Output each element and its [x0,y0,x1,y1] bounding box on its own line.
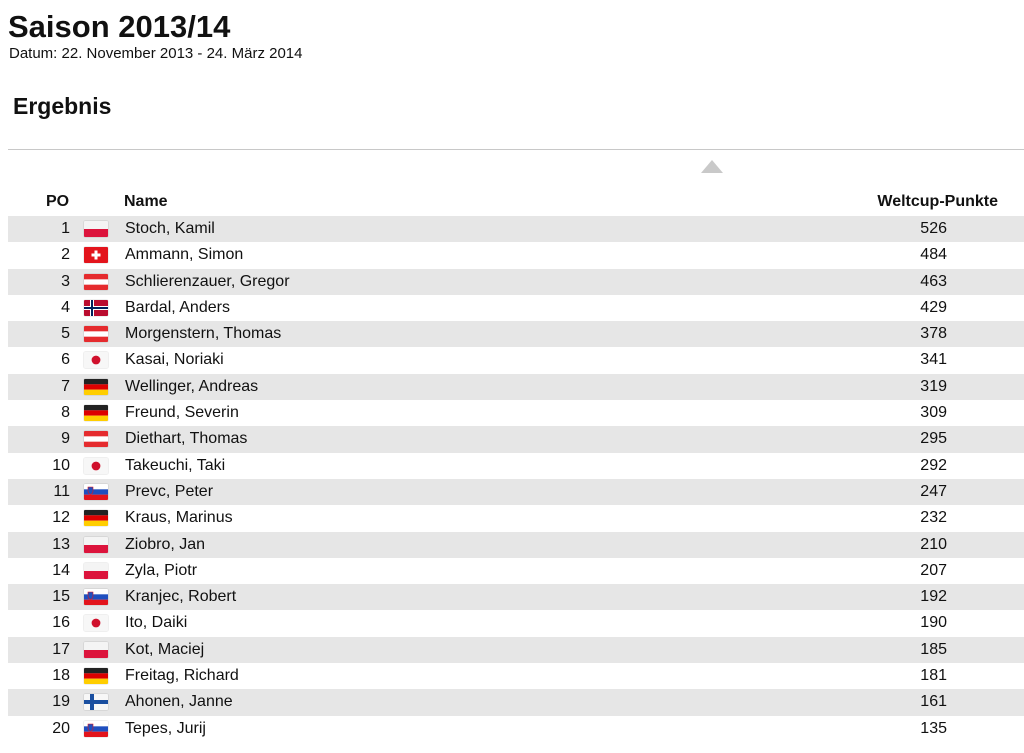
athlete-name[interactable]: Prevc, Peter [125,482,214,500]
points-cell: 319 [920,377,947,395]
rank-cell: 19 [52,693,70,711]
table-row[interactable] [8,453,1024,479]
table-row[interactable] [8,400,1024,426]
slovenia-flag-icon [84,589,108,605]
rank-cell: 20 [52,719,70,737]
japan-flag-icon [84,352,108,368]
athlete-name[interactable]: Takeuchi, Taki [125,456,226,474]
rank-cell: 18 [52,667,70,685]
points-cell: 192 [920,588,947,606]
points-cell: 484 [920,246,947,264]
athlete-name[interactable]: Freund, Severin [125,404,239,422]
points-cell: 429 [920,298,947,316]
athlete-name[interactable]: Kot, Maciej [125,640,205,658]
athlete-name[interactable]: Ammann, Simon [125,246,244,264]
table-row[interactable] [8,610,1024,636]
points-cell: 463 [920,272,947,290]
athlete-name[interactable]: Kraus, Marinus [125,509,233,527]
switzerland-flag-icon [84,247,108,263]
japan-flag-icon [84,458,108,474]
athlete-name[interactable]: Zyla, Piotr [125,561,198,579]
rank-cell: 4 [61,298,70,316]
athlete-name[interactable]: Kranjec, Robert [125,588,237,606]
rank-cell: 16 [52,614,70,632]
athlete-name[interactable]: Bardal, Anders [125,298,230,316]
table-row[interactable] [8,269,1024,295]
points-cell: 378 [920,325,947,343]
rank-cell: 13 [52,535,70,553]
athlete-name[interactable]: Diethart, Thomas [125,430,248,448]
table-row[interactable] [8,663,1024,689]
table-row[interactable] [8,216,1024,242]
points-cell: 295 [920,430,947,448]
rank-cell: 9 [61,430,70,448]
rank-cell: 11 [53,482,70,500]
header-name[interactable]: Name [124,193,168,210]
points-cell: 210 [920,535,947,553]
sort-up-arrow-icon[interactable] [701,160,723,173]
date-range: Datum: 22. November 2013 - 24. März 2014 [9,45,303,62]
poland-flag-icon [84,642,108,658]
germany-flag-icon [84,379,108,395]
rank-cell: 2 [61,246,70,264]
header-points[interactable]: Weltcup-Punkte [877,193,998,210]
austria-flag-icon [84,274,108,290]
poland-flag-icon [84,563,108,579]
athlete-name[interactable]: Schlierenzauer, Gregor [125,272,290,290]
rank-cell: 5 [61,325,70,343]
japan-flag-icon [84,615,108,631]
rank-cell: 17 [52,640,70,658]
austria-flag-icon [84,326,108,342]
points-cell: 341 [920,351,947,369]
athlete-name[interactable]: Freitag, Richard [125,667,239,685]
athlete-name[interactable]: Ahonen, Janne [125,693,233,711]
table-row[interactable] [8,637,1024,663]
divider [8,149,1024,150]
points-cell: 232 [920,509,947,527]
poland-flag-icon [84,221,108,237]
table-row[interactable] [8,479,1024,505]
germany-flag-icon [84,668,108,684]
points-cell: 207 [920,561,947,579]
points-cell: 309 [920,404,947,422]
points-cell: 135 [920,719,947,737]
points-cell: 181 [920,667,947,685]
athlete-name[interactable]: Stoch, Kamil [125,220,215,237]
table-row[interactable] [8,584,1024,610]
athlete-name[interactable]: Ziobro, Jan [125,535,206,553]
rank-cell: 8 [61,404,70,422]
austria-flag-icon [84,431,108,447]
rank-cell: 14 [52,561,70,579]
athlete-name[interactable]: Wellinger, Andreas [125,377,259,395]
page-title: Saison 2013/14 [8,9,231,44]
table-row[interactable] [8,558,1024,584]
table-row[interactable] [8,716,1024,742]
poland-flag-icon [84,537,108,553]
table-row[interactable] [8,321,1024,347]
table-row[interactable] [8,347,1024,373]
points-cell: 247 [920,482,947,500]
athlete-name[interactable]: Kasai, Noriaki [125,351,224,369]
table-row[interactable] [8,295,1024,321]
athlete-name[interactable]: Ito, Daiki [125,614,188,632]
header-position[interactable]: PO [46,193,70,210]
table-row[interactable] [8,426,1024,452]
athlete-name[interactable]: Tepes, Jurij [125,719,206,737]
rank-cell: 15 [52,588,70,606]
table-row[interactable] [8,689,1024,715]
table-row[interactable] [8,242,1024,268]
table-row[interactable] [8,532,1024,558]
finland-flag-icon [84,694,108,710]
points-cell: 190 [920,614,947,632]
points-cell: 292 [920,456,947,474]
rank-cell: 10 [52,456,70,474]
slovenia-flag-icon [84,721,108,737]
table-row[interactable] [8,374,1024,400]
rank-cell: 1 [61,220,70,237]
section-title: Ergebnis [13,93,112,119]
germany-flag-icon [84,405,108,421]
table-row[interactable] [8,505,1024,531]
rank-cell: 12 [52,509,70,527]
points-cell: 185 [920,640,947,658]
athlete-name[interactable]: Morgenstern, Thomas [125,325,282,343]
rank-cell: 7 [61,377,70,395]
table-header-row [8,191,1024,213]
norway-flag-icon [84,300,108,316]
germany-flag-icon [84,510,108,526]
rank-cell: 3 [61,272,70,290]
slovenia-flag-icon [84,484,108,500]
rank-cell: 6 [61,351,70,369]
points-cell: 526 [920,220,947,237]
points-cell: 161 [920,693,947,711]
results-table [8,216,1024,742]
